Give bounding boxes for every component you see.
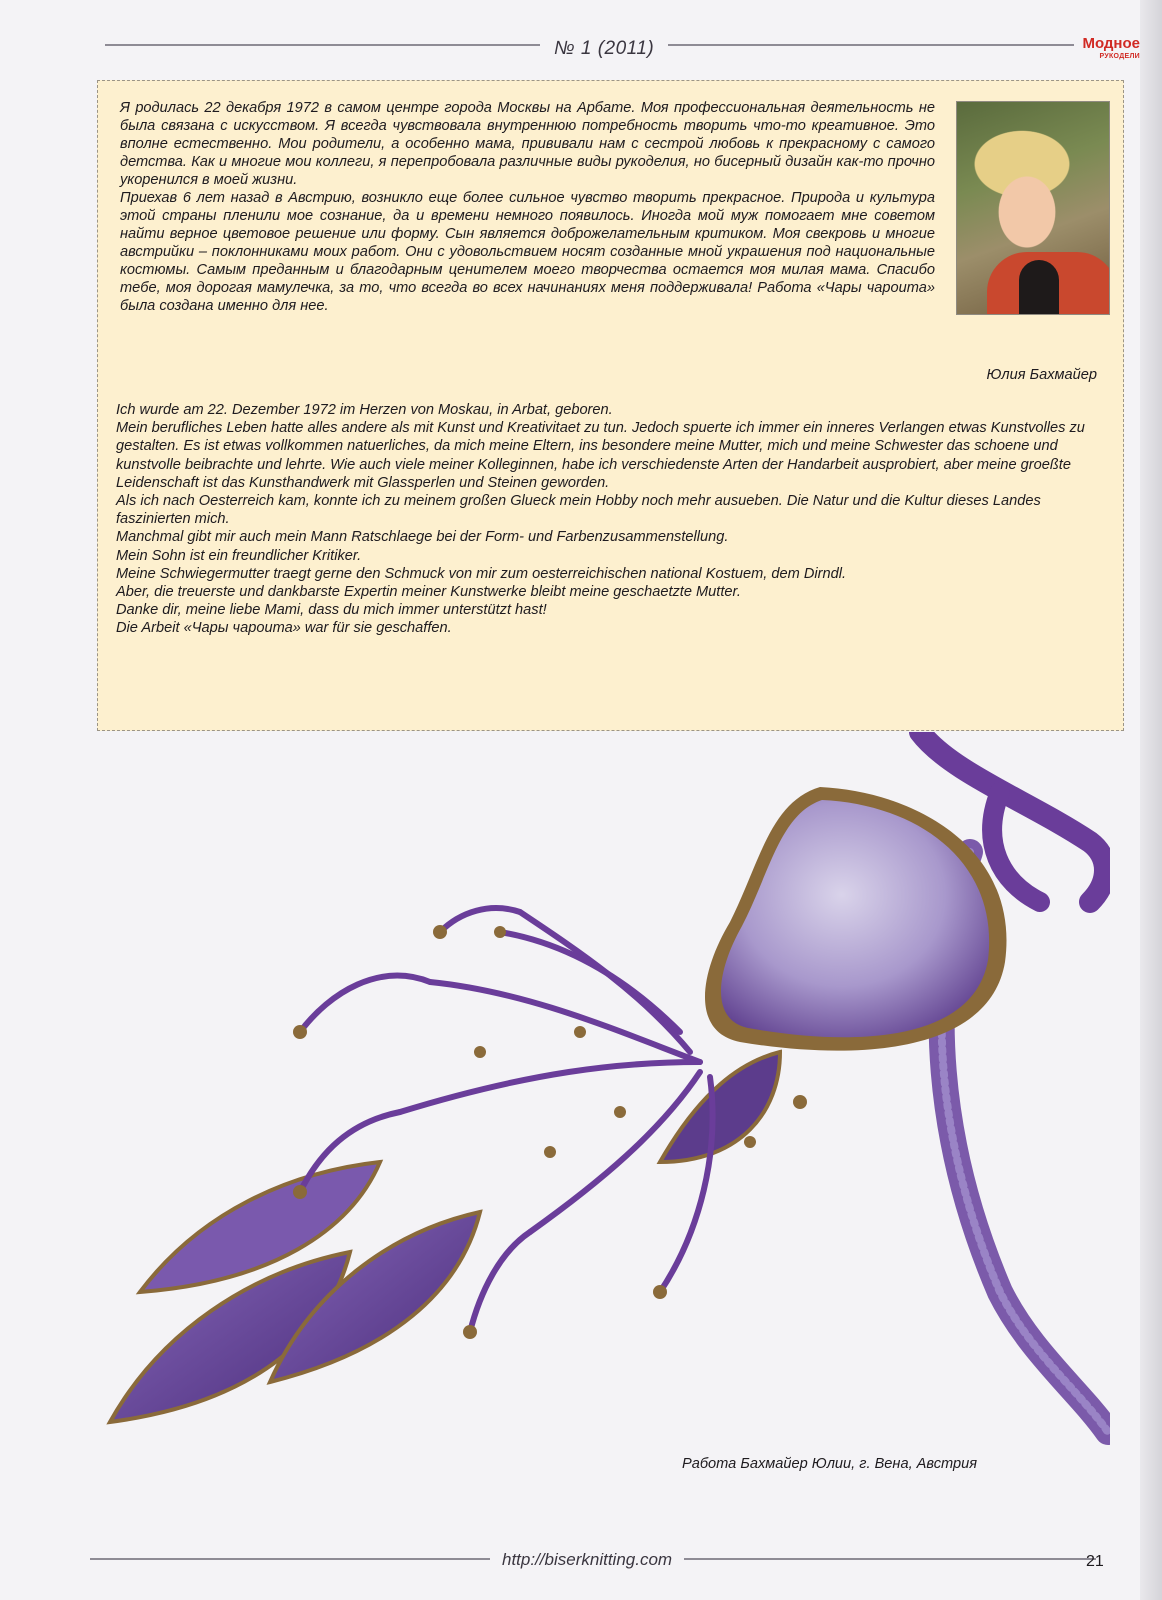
author-bio-box: [97, 80, 1124, 731]
issue-number: № 1 (2011): [540, 38, 668, 60]
bio-german: [116, 401, 1101, 638]
logo-subtitle: РУКОДЕЛИ: [1099, 53, 1140, 60]
page-edge: [1140, 0, 1162, 1600]
bio-russian: [120, 99, 935, 315]
bio-de-paragraph: Mein berufliches Leben hatte alles andere als mit Kunst und Kreativitaet zu tun. Jedoch spuerte ich immer ein inneres Verlangen etwas Kunstvolles zu gestalten. Es ist etwas vollkommen natuerliches, da mich meine Eltern, ins besondere meine Mutter, mich und meine Schwester das schoene und kunstvolle beibrachte und lehrte. Wie auch viele meiner Kolleginnen, habe ich verschiedenste Arten der Handarbeit ausprobiert, aber meine groeßte Leidenschaft ist das Kunsthandwerk mit Glassperlen und Steinen geworden.: [116, 420, 1085, 491]
photo-shirt: [1019, 260, 1059, 315]
bio-de-paragraph: Die Arbeit «Чары чароита» war für sie geschaffen.: [116, 620, 452, 637]
bio-de-paragraph: Ich wurde am 22. Dezember 1972 im Herzen von Moskau, in Arbat, geboren.: [116, 402, 613, 418]
magazine-logo: [1074, 36, 1140, 61]
bead-leaf-right: [660, 1052, 780, 1162]
page-number: 21: [1086, 1553, 1104, 1570]
bio-de-paragraph: Danke dir, meine liebe Mami, dass du mich immer unterstützt hast!: [116, 602, 547, 619]
artwork-caption: Работа Бахмайер Юлии, г. Вена, Австрия: [682, 1456, 978, 1472]
logo-title: Модное: [1082, 35, 1140, 52]
bio-ru-paragraph: Я родилась 22 декабря 1972 в самом центре города Москвы на Арбате. Моя профессиональная деятельность не была связана с искусством. Я всегда чувствовала внутреннюю потребность творить что-то креативное. Это вполне естественно. Мои родители, а особенно мама, прививали нам с сестрой любовь к прекрасному с самого детства. Как и многие мои коллеги, я перепробовала различные виды рукоделия, но бисерный дизайн как-то прочно укоренился в моей жизни.: [120, 100, 935, 188]
beadwork-illustration: [100, 732, 1110, 1447]
beadwork-photo: [100, 732, 1110, 1447]
author-photo: [956, 101, 1110, 315]
bio-de-paragraph: Als ich nach Oesterreich kam, konnte ich zu meinem großen Glueck mein Hobby noch mehr ausueben. Die Natur und die Kultur dieses Landes faszinierten mich.: [116, 493, 1041, 528]
website-url[interactable]: http://biserknitting.com: [490, 1550, 684, 1570]
bio-de-paragraph: Aber, die treuerste und dankbarste Expertin meiner Kunstwerke bleibt meine geschaetzte Mutter.: [116, 584, 741, 601]
bio-de-paragraph: Mein Sohn ist ein freundlicher Kritiker.: [116, 547, 362, 564]
bio-de-paragraph: Meine Schwiegermutter traegt gerne den Schmuck von mir zum oesterreichischen national Kostuem, dem Dirndl.: [116, 565, 847, 582]
bio-ru-paragraph: Приехав 6 лет назад в Австрию, возникло еще более сильное чувство творить прекрасное. Природа и культура этой страны пленили мое сознание, да и времени немного появилось. Иногда мой муж помогает мне советом найти верное цветовое решение или форму. Сын является доброжелательным критиком. Моя свекровь и многие австрийки – поклонниками моих работ. Они с удовольствием носят созданные мной украшения под национальные костюмы. Самым преданным и благодарным ценителем моего творчества остается моя милая мама. Спасибо тебе, моя дорогая мамулечка, за то, что всегда во всех начинаниях меня поддерживала! Работа «Чары чароита» была создана именно для нее.: [120, 190, 935, 314]
author-signature: Юлия Бахмайер: [986, 367, 1097, 383]
bio-de-paragraph: Manchmal gibt mir auch mein Mann Ratschlaege bei der Form- und Farbenzusammenstellung.: [116, 529, 729, 546]
